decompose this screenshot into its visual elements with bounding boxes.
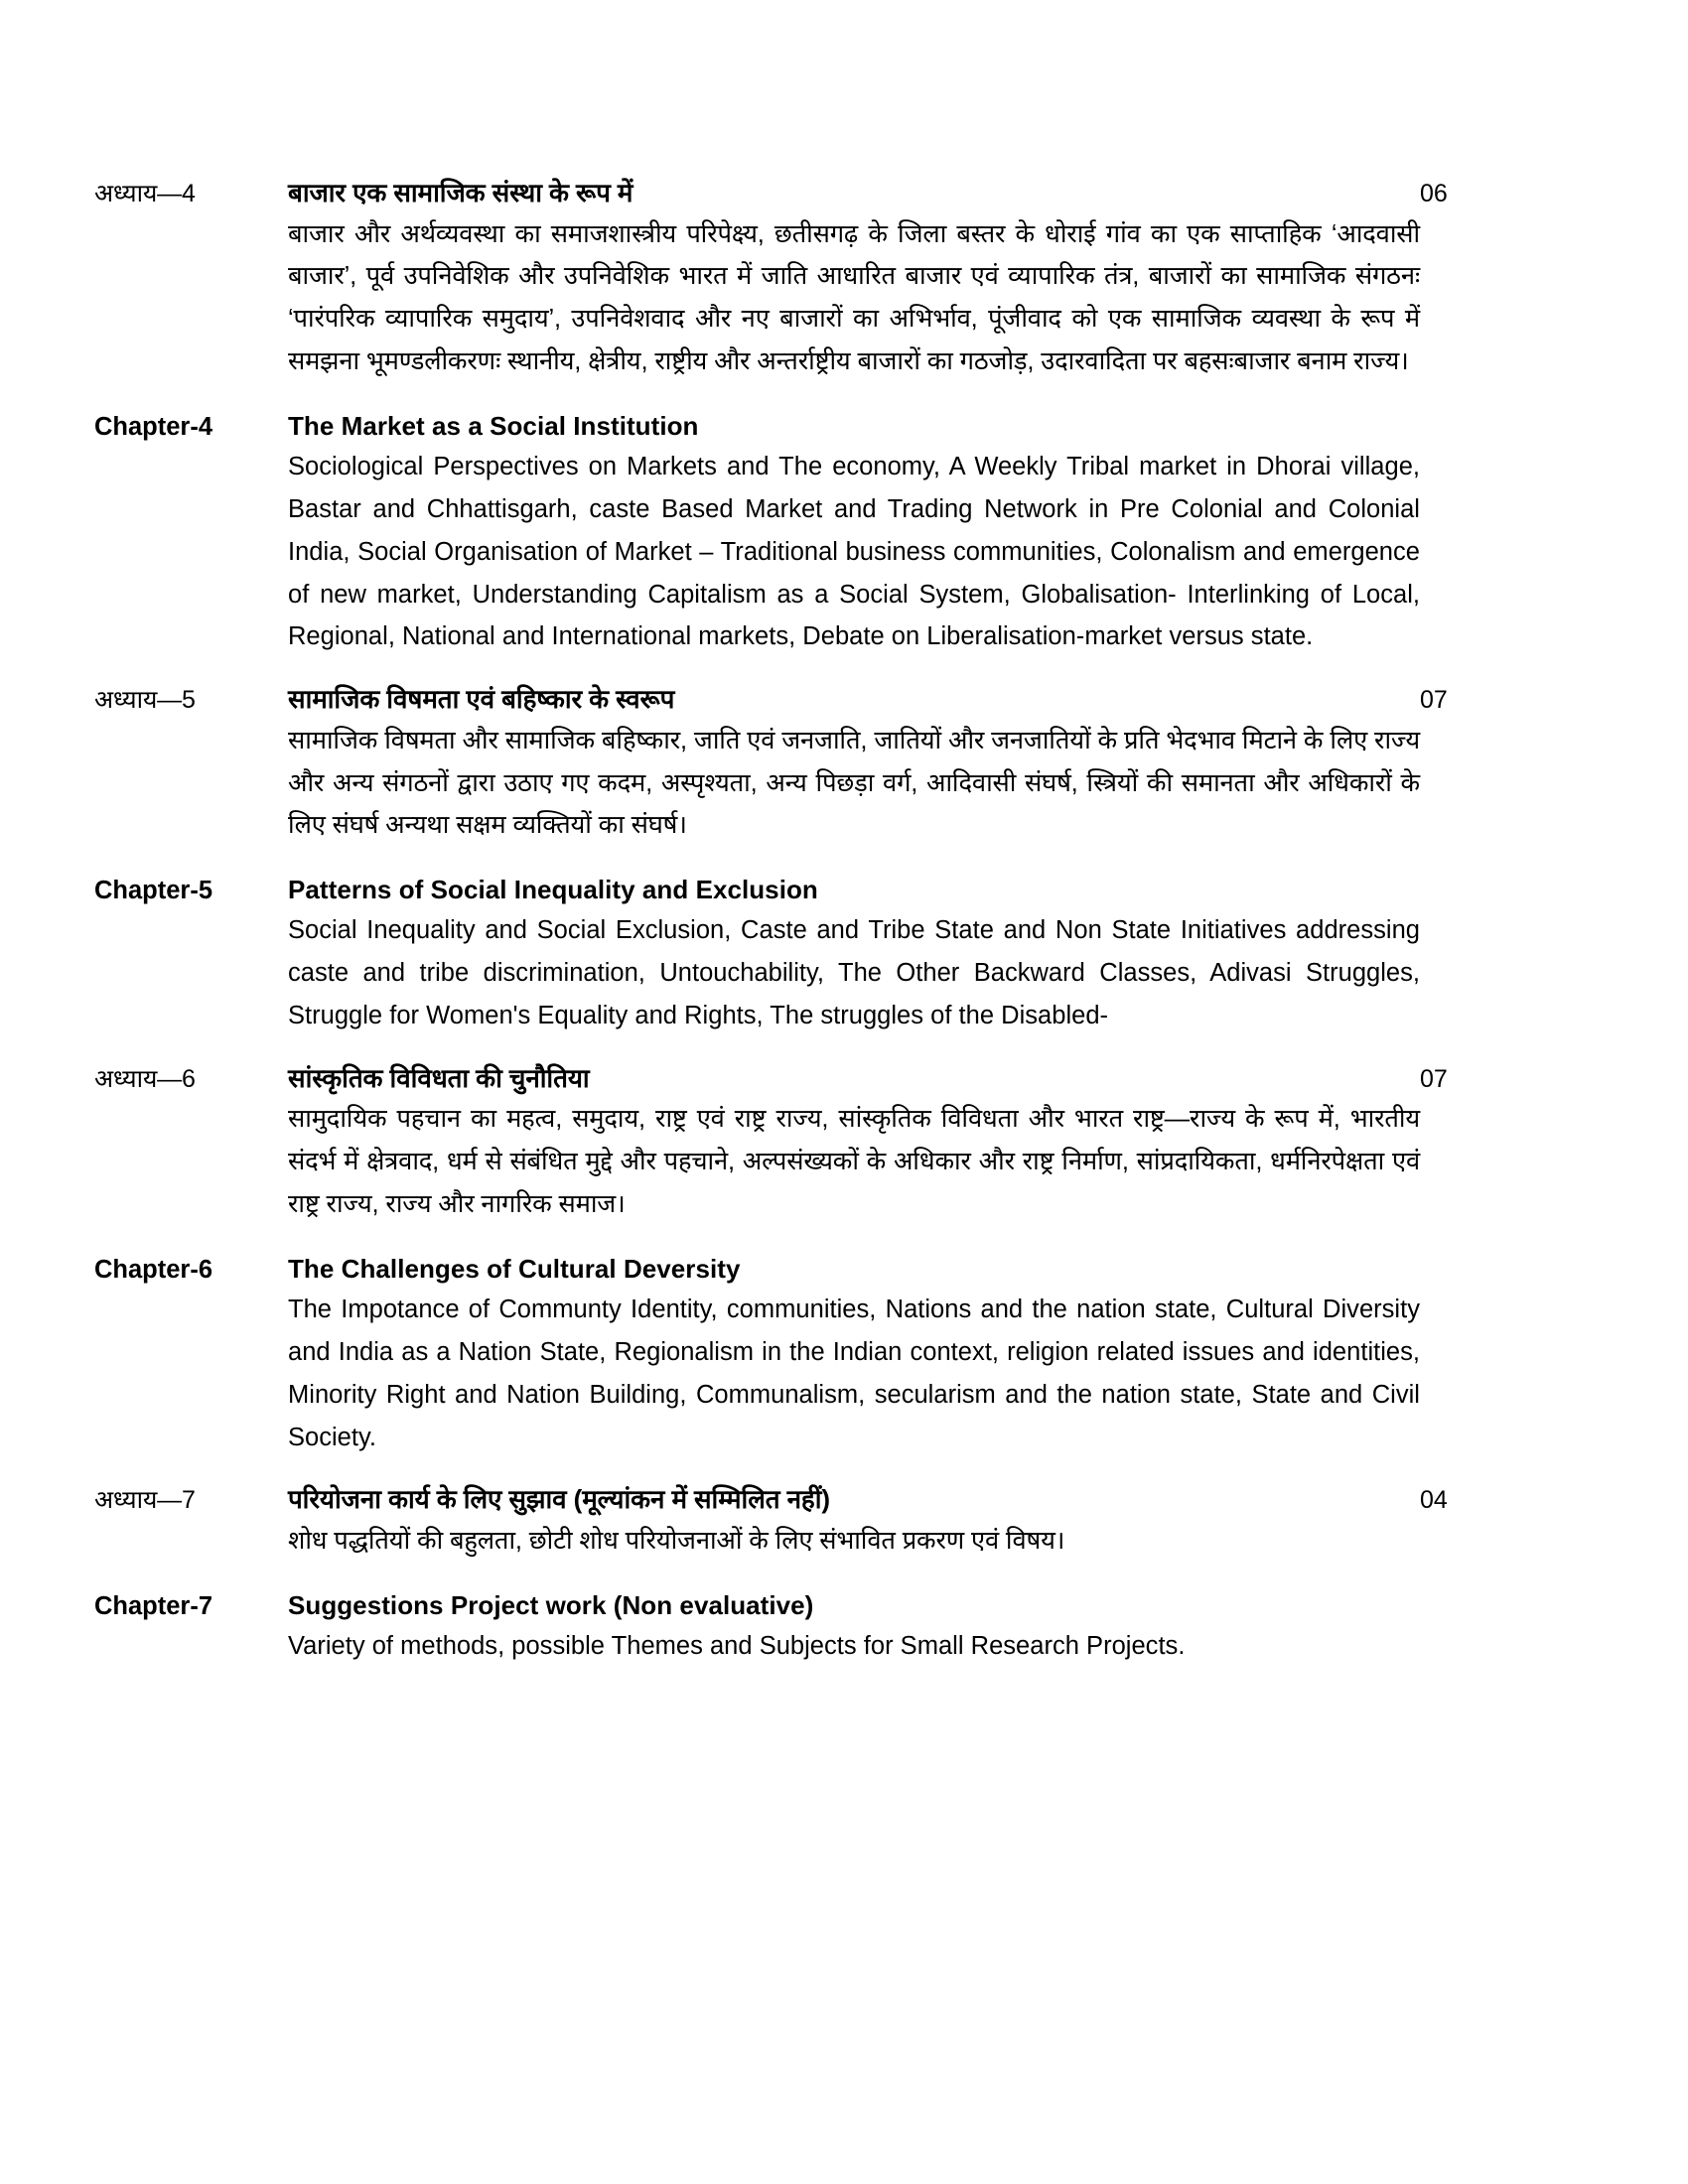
- chapter-body-row: [94, 1520, 1569, 1563]
- body-indent-spacer: [94, 720, 288, 847]
- section-gap: [94, 1565, 1569, 1586]
- body-indent-spacer: [94, 909, 288, 1036]
- chapter-body-text: बाजार और अर्थव्यवस्था का समाजशास्त्रीय परिपेक्ष्य, छतीसगढ़ के जिला बस्तर के धोराई गांव का एक साप्ताहिक ‘आदवासी बाजार’, पूर्व उपनिवेशिक और उपनिवेशिक भारत में जाति आधारित बाजार एवं व्यापारिक तंत्र, बाजारों का सामाजिक संगठनः ‘पारंपरिक व्यापारिक समुदाय’, उपनिवेशवाद और नए बाजारों का अभिर्भाव, पूंजीवाद को एक सामाजिक व्यवस्था के रूप में समझना भूमण्डलीकरणः स्थानीय, क्षेत्रीय, राष्ट्रीय और अन्तर्राष्ट्रीय बाजारों का गठजोड़, उदारवादिता पर बहसःबाजार बनाम राज्य।: [288, 219, 1420, 375]
- section-gap: [94, 1460, 1569, 1480]
- chapter-title-wrap: [288, 871, 1321, 909]
- chapter-body-row: [94, 1625, 1569, 1668]
- chapter-heading-row: [94, 1586, 1569, 1625]
- chapter-title: Patterns of Social Inequality and Exclusion: [288, 875, 818, 905]
- chapter-entry-english-7: [94, 1586, 1569, 1668]
- chapter-entry-hindi-5: [94, 680, 1569, 847]
- chapter-title-wrap: [288, 1250, 1321, 1289]
- chapter-title: बाजार एक सामाजिक संस्था के रूप में: [288, 178, 633, 207]
- chapter-body-row: [94, 446, 1569, 658]
- chapter-entry-hindi-4: [94, 174, 1569, 383]
- chapter-label: अध्याय—6: [94, 1064, 196, 1093]
- chapter-body-text: Sociological Perspectives on Markets and The economy, A Weekly Tribal market in Dhorai village, Bastar and Chhattisgarh, caste Based Market and Trading Network in Pre Colonial and Colonial India, Social Organisation of Market – Traditional business communities, Colonalism and emergence of new market, Understanding Capitalism as a Social System, Globalisation- Interlinking of Local, Regional, National and International markets, Debate on Liberalisation-market versus state.: [288, 453, 1420, 651]
- chapter-label: Chapter-4: [94, 412, 213, 441]
- body-trailing-spacer: [1420, 1098, 1569, 1225]
- body-trailing-spacer: [1420, 909, 1569, 1036]
- chapter-heading-row: [94, 871, 1569, 909]
- chapter-page-number: 07: [1420, 686, 1448, 715]
- chapter-body-text: Social Inequality and Social Exclusion, Caste and Tribe State and Non State Initiatives addressing caste and tribe discrimination, Untouchability, The Other Backward Classes, Adivasi Struggles, Struggle for Women's Equality and Rights, The struggles of the Disabled-: [288, 916, 1420, 1030]
- chapter-title: The Challenges of Cultural Deversity: [288, 1253, 741, 1284]
- body-trailing-spacer: [1420, 720, 1569, 847]
- body-indent-spacer: [94, 1289, 288, 1458]
- body-trailing-spacer: [1420, 1520, 1569, 1563]
- chapter-title: The Market as a Social Institution: [288, 410, 699, 441]
- chapter-body-text: सामुदायिक पहचान का महत्व, समुदाय, राष्ट्र एवं राष्ट्र राज्य, सांस्कृतिक विविधता और भारत राष्ट्र—राज्य के रूप में, भारतीय संदर्भ में क्षेत्रवाद, धर्म से संबंधित मुद्दे और पहचाने, अल्पसंख्यकों के अधिकार और राष्ट्र निर्माण, सांप्रदायिकता, धर्मनिरपेक्षता एवं राष्ट्र राज्य, राज्य और नागरिक समाज।: [288, 1105, 1420, 1219]
- chapter-body-row: [94, 213, 1569, 383]
- chapter-entry-hindi-7: [94, 1480, 1569, 1562]
- chapter-title: परियोजना कार्य के लिए सुझाव (मूल्यांकन में सम्मिलित नहीं): [288, 1484, 830, 1515]
- chapter-heading-row: [94, 1480, 1569, 1520]
- body-trailing-spacer: [1420, 1289, 1569, 1458]
- body-indent-spacer: [94, 213, 288, 383]
- body-indent-spacer: [94, 1520, 288, 1563]
- chapter-title-wrap: [288, 1480, 1321, 1519]
- chapter-heading-row: [94, 174, 1569, 213]
- chapter-page-number: 04: [1420, 1486, 1448, 1515]
- chapter-label: अध्याय—4: [94, 180, 196, 207]
- body-indent-spacer: [94, 446, 288, 658]
- chapter-label: Chapter-5: [94, 877, 213, 905]
- body-indent-spacer: [94, 1098, 288, 1225]
- chapter-body-text: The Impotance of Communty Identity, communities, Nations and the nation state, Cultural Diversity and India as a Nation State, Regionalism in the Indian context, religion related issues and identities, Minority Right and Nation Building, Communalism, secularism and the nation state, State and Civil Society.: [288, 1296, 1420, 1451]
- section-gap: [94, 385, 1569, 407]
- section-gap: [94, 849, 1569, 871]
- chapter-heading-row: [94, 1250, 1569, 1289]
- section-gap: [94, 1039, 1569, 1059]
- body-trailing-spacer: [1420, 213, 1569, 383]
- section-gap: [94, 660, 1569, 680]
- chapter-title-wrap: [288, 1586, 1321, 1625]
- chapter-heading-row: [94, 407, 1569, 446]
- chapter-page-number: 06: [1420, 180, 1448, 207]
- chapter-page-number: 07: [1420, 1064, 1448, 1093]
- body-indent-spacer: [94, 1625, 288, 1668]
- body-trailing-spacer: [1420, 446, 1569, 658]
- chapter-body-text: सामाजिक विषमता और सामाजिक बहिष्कार, जाति एवं जनजाति, जातियों और जनजातियों के प्रति भेदभाव मिटाने के लिए राज्य और अन्य संगठनों द्वारा उठाए गए कदम, अस्पृश्यता, अन्य पिछड़ा वर्ग, आदिवासी संघर्ष, स्त्रियों की समानता और अधिकारों के लिए संघर्ष अन्यथा सक्षम व्यक्तियों का संघर्ष।: [288, 726, 1420, 840]
- chapter-heading-row: [94, 680, 1569, 720]
- chapter-label: Chapter-7: [94, 1591, 213, 1620]
- chapter-title-wrap: [288, 407, 1321, 446]
- chapter-title: सामाजिक विषमता एवं बहिष्कार के स्वरूप: [288, 684, 675, 715]
- chapter-entry-english-4: [94, 407, 1569, 658]
- chapter-entry-english-6: [94, 1250, 1569, 1459]
- chapter-label: अध्याय—7: [94, 1486, 196, 1515]
- chapter-title-wrap: [288, 1059, 1321, 1098]
- chapter-body-row: [94, 1098, 1569, 1225]
- chapter-body-row: [94, 1289, 1569, 1458]
- chapter-entry-hindi-6: [94, 1059, 1569, 1226]
- body-trailing-spacer: [1420, 1625, 1569, 1668]
- chapter-label: अध्याय—5: [94, 686, 196, 715]
- chapter-body-text: शोध पद्धतियों की बहुलता, छोटी शोध परियोजनाओं के लिए संभावित प्रकरण एवं विषय।: [288, 1526, 1065, 1555]
- chapter-title: Suggestions Project work (Non evaluative): [288, 1589, 814, 1620]
- chapter-body-row: [94, 720, 1569, 847]
- chapter-body-text: Variety of methods, possible Themes and Subjects for Small Research Projects.: [288, 1632, 1186, 1661]
- chapter-body-row: [94, 909, 1569, 1036]
- chapter-title-wrap: [288, 174, 1321, 212]
- chapter-title: सांस्कृतिक विविधता की चुनौतिया: [288, 1062, 590, 1093]
- section-gap: [94, 1228, 1569, 1250]
- chapter-title-wrap: [288, 680, 1321, 719]
- chapter-label: Chapter-6: [94, 1255, 213, 1284]
- chapter-entry-english-5: [94, 871, 1569, 1037]
- chapter-heading-row: [94, 1059, 1569, 1099]
